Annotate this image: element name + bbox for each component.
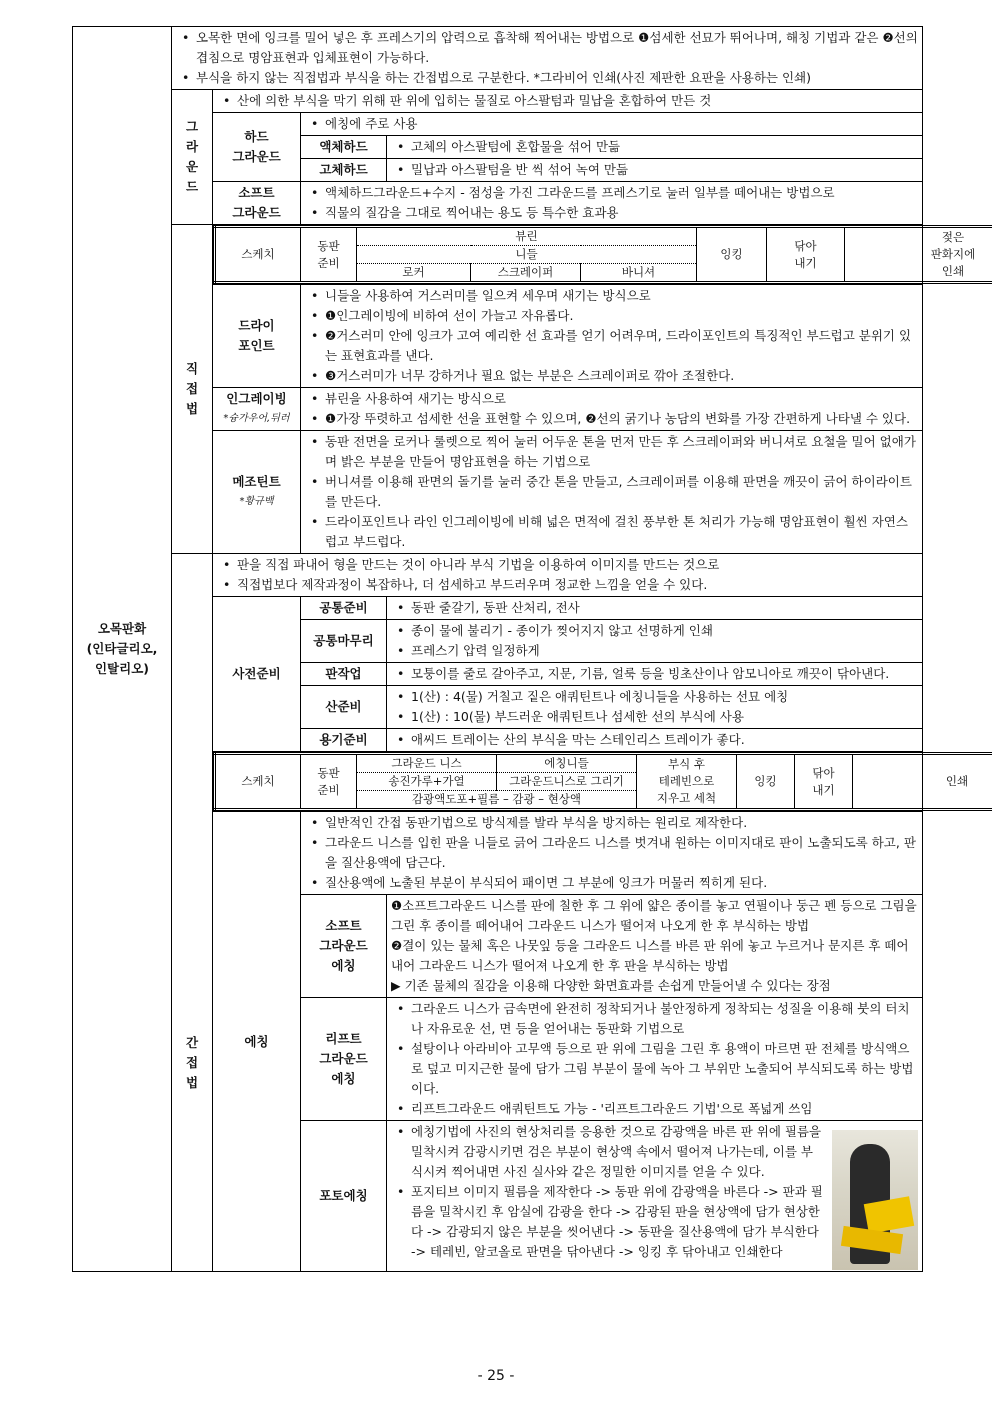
proc2-ground-draw: 그라운드니스로 그리기 xyxy=(497,773,637,791)
main-label-1: 오목판화 xyxy=(97,621,147,636)
liquid-hard-label: 액체하드 xyxy=(301,136,387,159)
intro-1: • 오목한 면에 잉크를 밀어 넣은 후 프레스기의 압력으로 흡착해 찍어내는 방법으로 ❶섬세한 선묘가 뛰어나며, 해칭 기법과 같은 ❷선의 겹침으로 명암표현과 입체표현이 가능하다. xyxy=(176,28,918,68)
mezzotint-desc: • 동판 전면을 로커나 룰렛으로 찍어 눌러 어두운 톤을 먼저 만든 후 스크레이퍼와 버니셔로 요철을 밀어 없애가며 밝은 부분을 만들어 명암표현을 하는 기법으로 • 버니셔를 이용해 판면의 돌기를 눌러 중간 톤을 만들고, 스크레이퍼를 이용해 판면을 깨끗이 긁어 하이라이트를 만든다. • 드라이포인트나 라인 인그레이빙에 비해 넓은 면적에 걸친 풍부한 톤 처리가 가능해 명암표현이 훨씬 자연스럽고 부드럽다. xyxy=(301,431,923,554)
proc2-sketch: 스케치 xyxy=(215,754,301,810)
vessel-prep-desc: • 애씨드 트레이는 산의 부식을 막는 스테인리스 트레이가 좋다. xyxy=(387,729,923,752)
intro-2: • 부식을 하지 않는 직접법과 부식을 하는 간접법으로 구분한다. *그라비어 인쇄(사진 제판한 요판을 사용하는 인쇄) xyxy=(176,68,918,88)
indirect-label: 간 접 법 xyxy=(172,554,213,1272)
ground-desc: • 산에 의한 부식을 막기 위해 판 위에 입히는 물질로 아스팔텀과 밀납을 혼합하여 만든 것 xyxy=(213,90,923,113)
etching-intro: • 일반적인 간접 동판기법으로 방식제를 발라 부식을 방지하는 원리로 제작한다. • 그라운드 니스를 입힌 판을 니들로 긁어 그라운드 니스를 벗겨내 원하는 이미지대로 판이 노출되도록 하고, 판을 질산용액에 담근다. • 질산용액에 노출된 부분이 부식되어 패이면 그 부분에 잉크가 머물러 찍히게 된다. xyxy=(301,812,923,895)
soft-ground-desc: • 액체하드그라운드+수지 - 점성을 가진 그라운드를 프레스기로 눌러 일부를 떼어내는 방법으로 • 직물의 질감을 그대로 찍어내는 용도 등 특수한 효과용 xyxy=(301,182,923,225)
intro-cell xyxy=(172,27,923,90)
document-page xyxy=(72,26,976,1272)
common-prep-desc: • 동판 줄갈기, 동판 산처리, 전사 xyxy=(387,597,923,620)
main-category-cell xyxy=(73,27,172,1272)
mezzotint-label: 메조틴트 *황규백 xyxy=(213,431,301,554)
main-label-3: 인탈리오) xyxy=(94,661,149,676)
main-label-2: (인타글리오, xyxy=(86,641,158,656)
direct-process-cell xyxy=(213,225,976,285)
proc2-ground-varnish: 그라운드 니스 xyxy=(357,754,497,773)
vessel-prep-label: 용기준비 xyxy=(301,729,387,752)
plate-work-desc: • 모퉁이를 줄로 갈아주고, 지문, 기름, 얼룩 등을 빙초산이나 암모니아로 깨끗이 닦아낸다. xyxy=(387,663,923,686)
proc-print: 젖은 판화지에 인쇄 xyxy=(845,227,992,283)
proc2-prep: 동판 준비 xyxy=(301,754,357,810)
ground-label: 그 라 운 드 xyxy=(172,90,213,225)
soft-ground-etching-desc: ❶소프트그라운드 니스를 판에 칠한 후 그 위에 얇은 종이를 놓고 연필이나 둥근 펜 등으로 그림을 그린 후 종이를 떼어내어 그라운드 니스가 떨어져 나오게 한 후 부식하는 방법 ❷결이 있는 물체 혹은 나뭇잎 등을 그라운드 니스를 바른 판 위에 놓고 누르거나 문지른 후 떼어내어 그라운드 니스가 떨어져 나오게 한 후 판을 부식하는 방법 ▶ 기존 물체의 질감을 이용해 다양한 화면효과를 손쉽게 만들어낼 수 있다는 장점 xyxy=(387,895,923,998)
lift-ground-etching-desc: • 그라운드 니스가 금속면에 완전히 정착되거나 불안정하게 정착되는 성질을 이용해 붓의 터치나 자유로운 선, 면 등을 얻어내는 동판화 기법으로 • 설탕이나 아라비아 고무액 등으로 판 위에 그림을 그린 후 용액이 마르면 판 전체를 방식액으로 덮고 미지근한 물에 담가 그림 부분이 물에 녹아 그 부위만 노출되어 부식되도록 하는 방법이다. • 리프트그라운드 애쿼틴트도 가능 - '리프트그라운드 기법'으로 폭넓게 쓰임 xyxy=(387,998,923,1121)
soft-ground-etching-label: 소프트 그라운드 에칭 xyxy=(301,895,387,998)
indirect-process-diagram xyxy=(213,752,992,811)
indirect-intro: • 판을 직접 파내어 형을 만드는 것이 아니라 부식 기법을 이용하여 이미지를 만드는 것으로 • 직접법보다 제작과정이 복잡하나, 더 섬세하고 부드러우며 정교한 느낌을 얻을 수 있다. xyxy=(213,554,923,597)
hard-ground-label: 하드 그라운드 xyxy=(213,113,301,182)
prep-label: 사전준비 xyxy=(213,597,301,752)
proc-burin: 뷰린 xyxy=(357,227,697,246)
proc-needle: 니들 xyxy=(357,246,697,264)
proc2-print: 인쇄 xyxy=(853,754,992,810)
solid-hard-desc: • 밀납과 아스팔텀을 반 씩 섞어 녹여 만듦 xyxy=(387,159,923,182)
proc-scraper: 스크레이퍼 xyxy=(471,264,581,283)
proc-burnisher: 바니셔 xyxy=(581,264,697,283)
direct-process-diagram xyxy=(213,225,992,284)
proc2-etch-needle: 에칭니들 xyxy=(497,754,637,773)
acid-prep-desc: • 1(산) : 4(물) 거칠고 짙은 애쿼틴트나 에칭니들을 사용하는 선묘 에칭 • 1(산) : 10(물) 부드러운 애쿼틴트나 섬세한 선의 부식에 사용 xyxy=(387,686,923,729)
engraving-artists: *슝가우어,뒤러 xyxy=(223,413,290,424)
hard-ground-desc: • 에칭에 주로 사용 xyxy=(301,113,923,136)
etching-label: 에칭 xyxy=(213,812,301,1272)
plate-work-label: 판작업 xyxy=(301,663,387,686)
common-prep-label: 공통준비 xyxy=(301,597,387,620)
proc2-rosin: 송진가루+가열 xyxy=(357,773,497,791)
common-finish-label: 공통마무리 xyxy=(301,620,387,663)
indirect-process-cell xyxy=(213,752,969,812)
drypoint-desc: • 니들을 사용하여 거스러미를 일으켜 세우며 새기는 방식으로 • ❶인그레이빙에 비하여 선이 가늘고 자유롭다. • ❷거스러미 안에 잉크가 고여 예리한 선 효과를 얻기 어려우며, 드라이포인트의 특징적인 부드럽고 분위기 있는 표현효과를 낸다. • ❸거스러미가 너무 강하거나 필요 없는 부분은 스크레이퍼로 깎아 조절한다. xyxy=(301,285,923,388)
photo-etching-label: 포토에칭 xyxy=(301,1121,387,1272)
common-finish-desc: • 종이 물에 불리기 - 종이가 찢어지지 않고 선명하게 인쇄 • 프레스기 압력 일정하게 xyxy=(387,620,923,663)
photo-etching-desc: • 에칭기법에 사진의 현상처리를 응용한 것으로 감광액을 바른 판 위에 필름을 밀착시켜 감광시키면 검은 부분이 현상액 속에서 떨어져 나가는데, 이를 부식시켜 찍어내면 사진 실사와 같은 정밀한 이미지를 얻을 수 있다. • 포지티브 이미지 필름을 제작한다 -> 동판 위에 감광액을 바른다 -> 판과 필름을 밀착시킨 후 암실에 감광을 한다 -> 감광된 판을 현상액에 담가 현상한다 -> 감광되지 않은 부분을 씻어낸다 -> 동판을 질산용액에 담가 부식한다 -> 테레빈, 알코올로 판면을 닦아낸다 -> 잉킹 후 닦아내고 인쇄한다 xyxy=(387,1121,923,1272)
proc-wipe: 닦아 내기 xyxy=(767,227,845,283)
engraving-label: 인그레이빙 *슝가우어,뒤러 xyxy=(213,388,301,431)
proc2-wipe: 닦아 내기 xyxy=(795,754,853,810)
drypoint-label: 드라이 포인트 xyxy=(213,285,301,388)
proc-sketch: 스케치 xyxy=(215,227,301,283)
engraving-desc: • 뷰린을 사용하여 새기는 방식으로 • ❶가장 뚜렷하고 섬세한 선을 표현할 수 있으며, ❷선의 굵기나 농담의 변화를 가장 간편하게 나타낼 수 있다. xyxy=(301,388,923,431)
direct-label: 직 접 법 xyxy=(172,225,213,554)
proc2-inking: 잉킹 xyxy=(737,754,795,810)
proc2-after: 부식 후 테레빈으로 지우고 세척 xyxy=(637,754,737,810)
proc-prep: 동판 준비 xyxy=(301,227,357,283)
intaglio-table xyxy=(72,26,976,1272)
liquid-hard-desc: • 고체의 아스팔텀에 혼합물을 섞어 만듦 xyxy=(387,136,923,159)
proc-inking: 잉킹 xyxy=(697,227,767,283)
acid-prep-label: 산준비 xyxy=(301,686,387,729)
page-number: - 25 - xyxy=(477,1368,515,1384)
solid-hard-label: 고체하드 xyxy=(301,159,387,182)
soft-ground-label: 소프트 그라운드 xyxy=(213,182,301,225)
lift-ground-etching-label: 리프트 그라운드 에칭 xyxy=(301,998,387,1121)
proc2-photo: 감광액도포+필름 – 감광 – 현상액 xyxy=(357,791,637,810)
proc-rocker: 로커 xyxy=(357,264,471,283)
mezzotint-artist: *황규백 xyxy=(239,496,274,507)
